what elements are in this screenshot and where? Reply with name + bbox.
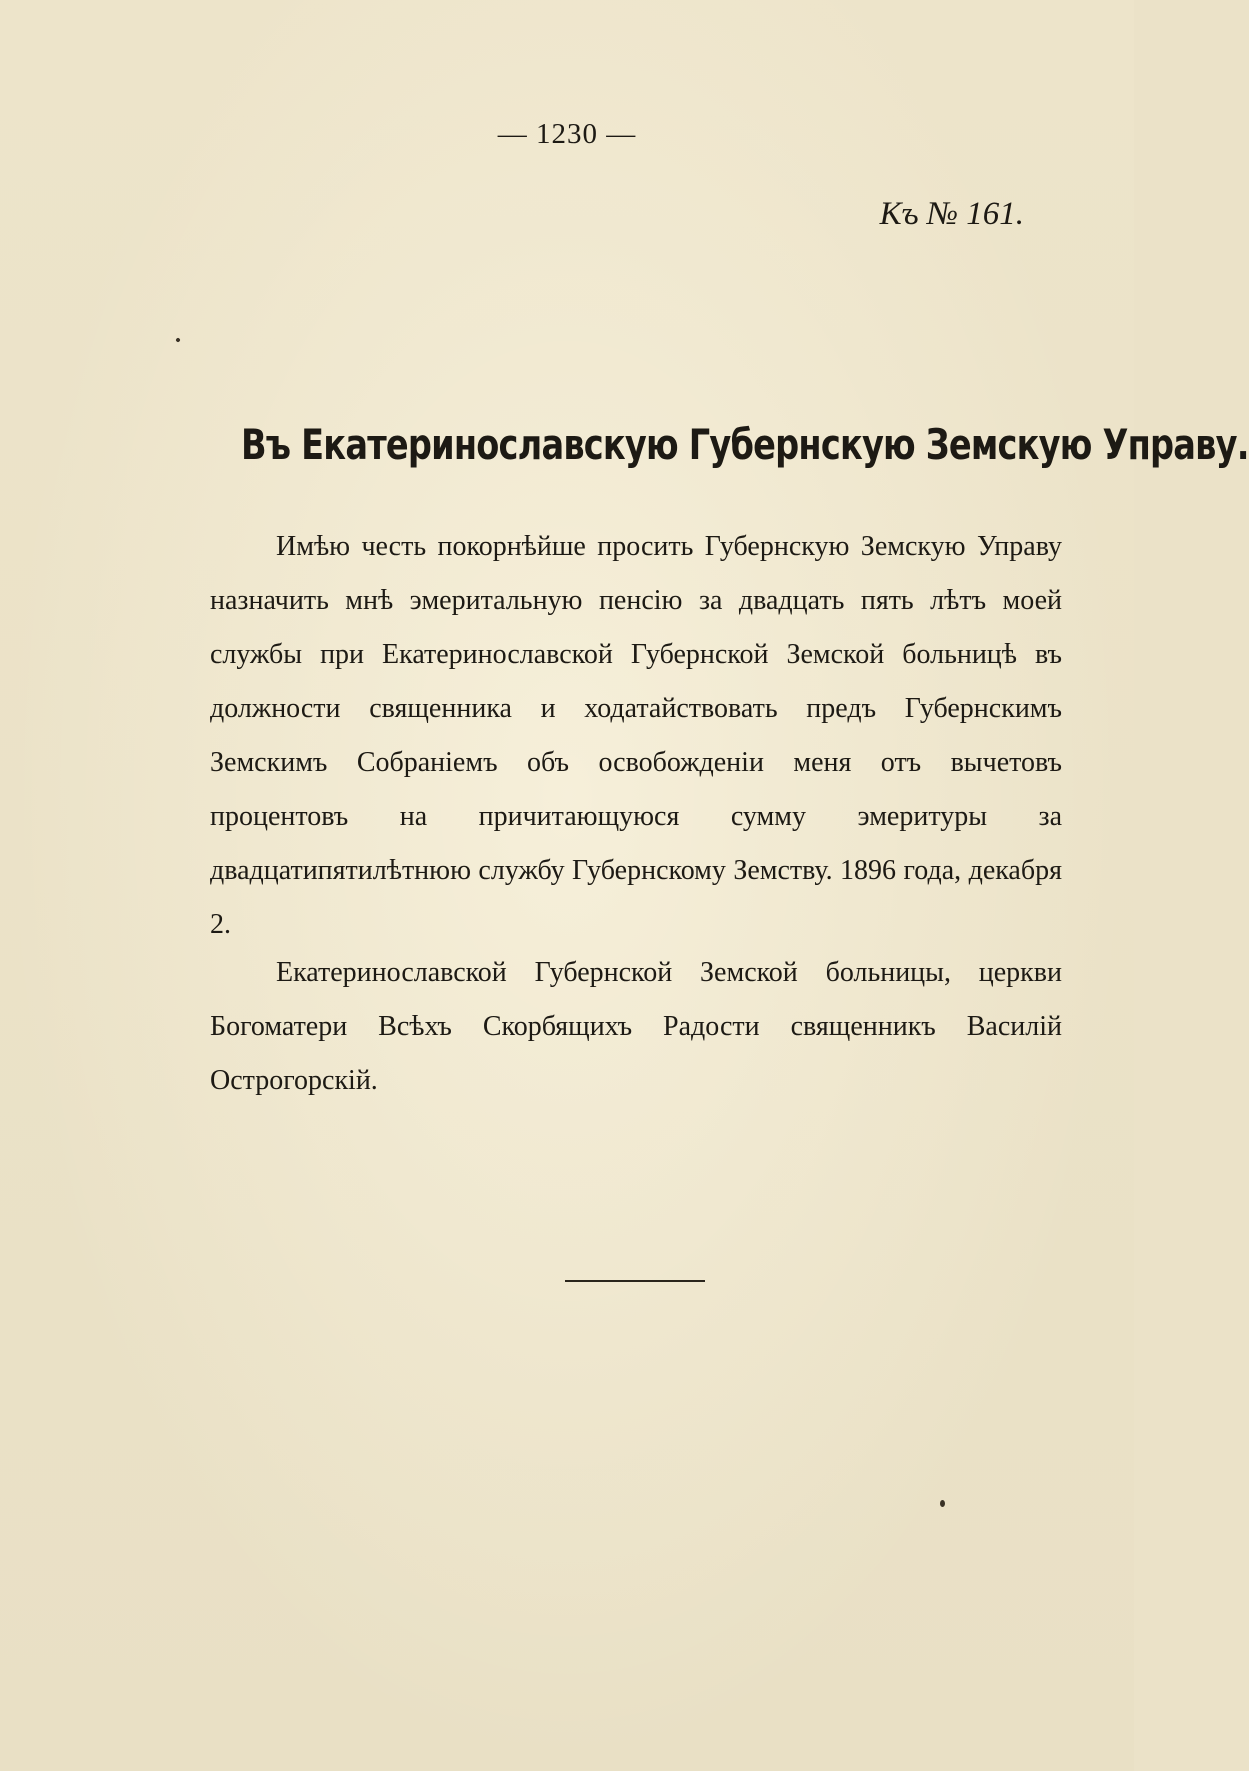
petition-paragraph: Имѣю честь покорнѣйше просить Губернскую Земскую Управу назначить мнѣ эмеритальную пенсію за двадцать пять лѣтъ моей службы при Екатеринославской Губернской Земской больницѣ въ должности священника и ходатайствовать предъ Губернскимъ Земскимъ Собраніемъ объ освобожденіи меня отъ вычетовъ процентовъ на причитающуюся сумму эмеритуры за двадцатипятилѣтнюю службу Губернскому Земству. 1896 года, декабря 2. [210,531,1062,940]
paper-speck [940,1500,945,1507]
signature-paragraph: Екатеринославской Губернской Земской больницы, церкви Богоматери Всѣхъ Скорбящихъ Радости священникъ Василій Острогорскій. [210,957,1062,1096]
petition-body [210,520,1062,952]
paper-mark [175,337,181,343]
document-heading: Въ Екатеринославскую Губернскую Земскую Управу. [241,420,1249,469]
signature-block [210,946,1062,1108]
closing-rule [565,1280,705,1282]
page-number: — 1230 — [497,118,637,150]
reference-number: Къ № 161. [879,196,1024,232]
